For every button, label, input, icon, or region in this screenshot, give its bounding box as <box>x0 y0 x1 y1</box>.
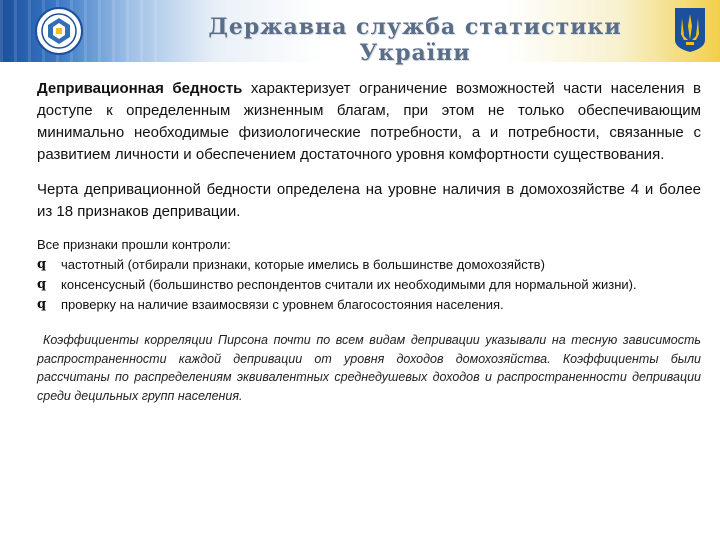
checkbox-bullet-icon: q <box>37 257 47 272</box>
checks-list <box>37 255 701 315</box>
checkbox-bullet-icon: q <box>37 277 47 292</box>
header-banner <box>0 0 720 66</box>
list-item <box>37 255 701 275</box>
check-text: проверку на наличие взаимосвязи с уровнем благосостояния населения. <box>61 297 504 312</box>
check-text: консенсусный (большинство респондентов считали их необходимыми для нормальной жизни). <box>61 277 637 292</box>
correlation-paragraph: Коэффициенты корреляции Пирсона почти по всем видам депривации указывали на тесную зависимость распространенности каждой депривации от уровня доходов домохозяйства. Коэффициенты были рассчитаны по распределениям эквивалентных среднедушевых доходов и распространенности депривации среди децильных групп населения. <box>37 333 701 403</box>
list-item <box>37 295 701 315</box>
poverty-line-paragraph: Черта депривационной бедности определена на уровне наличия в домохозяйстве 4 и более из 18 признаков депривации. <box>37 181 701 220</box>
deprivation-definition-paragraph <box>37 78 701 166</box>
main-content <box>37 78 701 405</box>
header-title: Державна служба статистики України <box>208 14 622 66</box>
statistics-service-emblem-icon <box>34 6 84 56</box>
list-item <box>37 275 701 295</box>
definition-text: характеризует ограничение возможностей части населения в доступе к определенным жизненным благам, при этом не только обеспечивающим минимально необходимые физиологические потребности, а и потребности, связанные с развитием личности и обеспечением достаточного уровня комфортности существования. <box>37 80 701 163</box>
check-text: частотный (отбирали признаки, которые имелись в большинстве домохозяйств) <box>61 257 545 272</box>
checks-intro: Все признаки прошли контроли: <box>37 237 231 252</box>
checkbox-bullet-icon: q <box>37 297 47 312</box>
ukraine-trident-icon <box>673 6 707 54</box>
deprivation-term: Депривационная бедность <box>37 80 243 97</box>
